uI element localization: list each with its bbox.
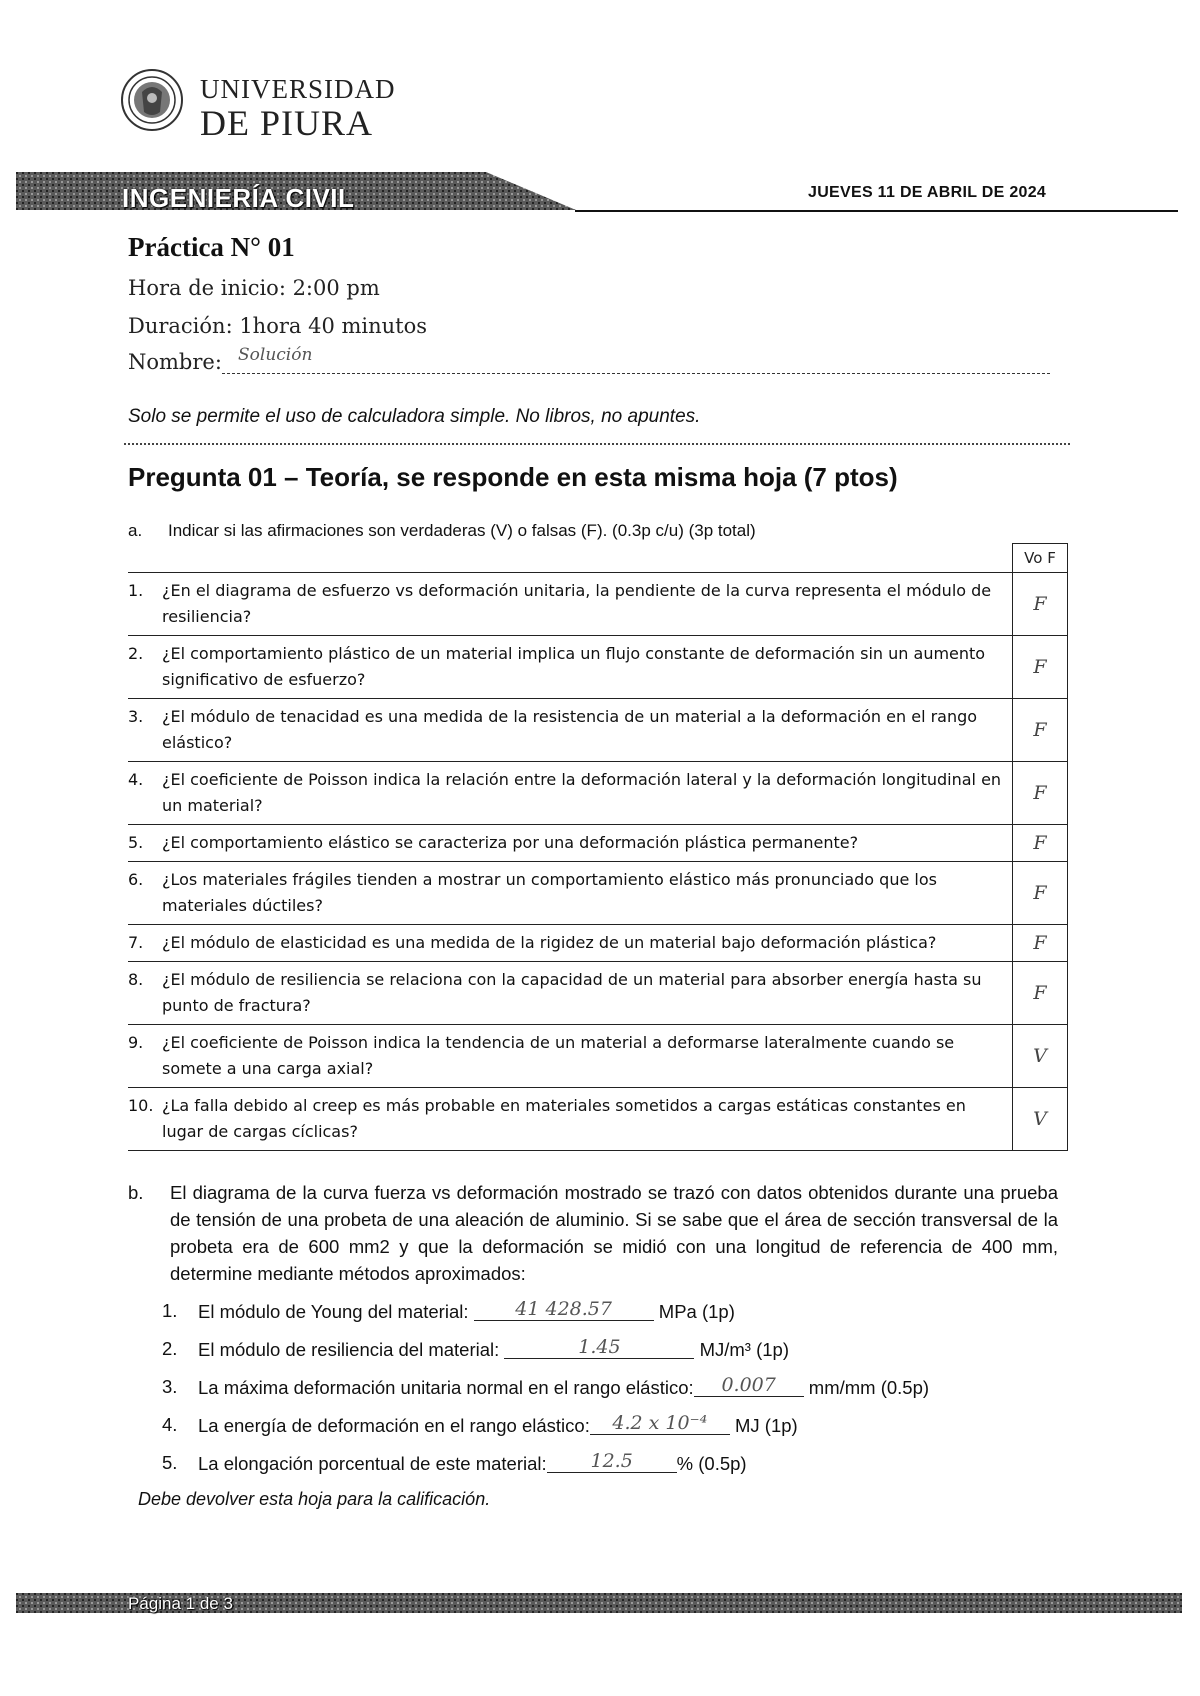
page-number: Página 1 de 3 <box>128 1594 233 1613</box>
item-unit: MJ (1p) <box>734 1415 798 1436</box>
answer-cell[interactable]: F <box>1013 636 1068 699</box>
answer-blank[interactable]: 0.007 <box>694 1374 804 1397</box>
name-field-line <box>222 373 1050 374</box>
list-item: 3. La máxima deformación unitaria normal en el rango elástico: 0.007 mm/mm (0.5p) <box>162 1374 930 1398</box>
answer-blank[interactable]: 1.45 <box>504 1336 694 1359</box>
duration: Duración: 1hora 40 minutos <box>128 314 428 338</box>
name-label: Nombre: <box>128 350 222 374</box>
table-row: 2. ¿El comportamiento plástico de un material implica un flujo constante de deformación sin un aumento significativo de esfuerzo? F <box>128 636 1068 699</box>
university-name-line2: DE PIURA <box>200 103 374 143</box>
item-unit: mm/mm (0.5p) <box>808 1377 930 1398</box>
faculty-banner-label: INGENIERÍA CIVIL <box>122 183 355 213</box>
true-false-table <box>128 543 1068 1151</box>
part-b-text: El diagrama de la curva fuerza vs deformación mostrado se trazó con datos obtenidos durante una prueba de tensión de una probeta de una aleación de aluminio. Si se sabe que el área de sección transversal de la probeta era de 600 mm2 y que la deformación se midió con una longitud de referencia de 400 mm, determine mediante métodos aproximados: <box>170 1182 1058 1284</box>
table-row: 7. ¿El módulo de elasticidad es una medida de la rigidez de un material bajo deformación plástica? F <box>128 925 1068 962</box>
table-row: 6. ¿Los materiales frágiles tienden a mostrar un comportamiento elástico más pronunciado que los materiales dúctiles? F <box>128 862 1068 925</box>
list-item: 2. El módulo de resiliencia del material: 1.45 MJ/m³ (1p) <box>162 1336 789 1360</box>
answer-cell[interactable]: F <box>1013 925 1068 962</box>
statement-text: ¿El módulo de elasticidad es una medida de la rigidez de un material bajo deformación plástica? <box>162 925 1013 962</box>
statement-text: ¿El comportamiento elástico se caracteriza por una deformación plástica permanente? <box>162 825 1013 862</box>
name-handwritten: Solución <box>238 345 313 365</box>
part-a-text: Indicar si las afirmaciones son verdaderas (V) o falsas (F). (0.3p c/u) (3p total) <box>168 521 756 540</box>
university-logo <box>120 56 500 156</box>
statement-text: ¿La falla debido al creep es más probable en materiales sometidos a cargas estáticas constantes en lugar de cargas cíclicas? <box>162 1088 1013 1151</box>
list-item: 4. La energía de deformación en el rango elástico: 4.2 x 10⁻⁴ MJ (1p) <box>162 1412 798 1436</box>
statement-text: ¿En el diagrama de esfuerzo vs deformación unitaria, la pendiente de la curva representa el módulo de resiliencia? <box>162 573 1013 636</box>
answer-cell[interactable]: F <box>1013 962 1068 1025</box>
part-a-instruction <box>128 521 756 541</box>
statement-text: ¿Los materiales frágiles tienden a mostrar un comportamiento elástico más pronunciado que los materiales dúctiles? <box>162 862 1013 925</box>
answer-cell[interactable]: F <box>1013 825 1068 862</box>
item-prompt: La máxima deformación unitaria normal en el rango elástico: <box>198 1377 694 1398</box>
v-or-f-column-header: Vo F <box>1013 544 1068 573</box>
return-sheet-note: Debe devolver esta hoja para la calificación. <box>138 1489 491 1509</box>
answer-cell[interactable]: V <box>1013 1025 1068 1088</box>
item-prompt: El módulo de Young del material: <box>198 1301 469 1322</box>
item-prompt: El módulo de resiliencia del material: <box>198 1339 500 1360</box>
start-time: Hora de inicio: 2:00 pm <box>128 276 380 300</box>
exam-date: JUEVES 11 DE ABRIL DE 2024 <box>808 184 1047 201</box>
table-row: 10. ¿La falla debido al creep es más probable en materiales sometidos a cargas estáticas constantes en lugar de cargas cíclicas? V <box>128 1088 1068 1151</box>
answer-cell[interactable]: F <box>1013 862 1068 925</box>
statement-text: ¿El coeficiente de Poisson indica la tendencia de un material a deformarse lateralmente cuando se somete a una carga axial? <box>162 1025 1013 1088</box>
part-b-instruction <box>128 1179 1058 1287</box>
university-name-line1: UNIVERSIDAD <box>200 74 396 104</box>
list-item: 5. La elongación porcentual de este material: 12.5 % (0.5p) <box>162 1450 747 1474</box>
item-unit: MJ/m³ (1p) <box>699 1339 789 1360</box>
table-row: 8. ¿El módulo de resiliencia se relaciona con la capacidad de un material para absorber energía hasta su punto de fractura? F <box>128 962 1068 1025</box>
table-row: 9. ¿El coeficiente de Poisson indica la tendencia de un material a deformarse lateralmente cuando se somete a una carga axial? V <box>128 1025 1068 1088</box>
section-divider <box>124 443 1070 445</box>
answer-blank[interactable]: 41 428.57 <box>474 1298 654 1321</box>
answer-cell[interactable]: F <box>1013 762 1068 825</box>
item-unit: MPa (1p) <box>658 1301 735 1322</box>
part-b-label: b. <box>128 1182 144 1203</box>
answer-cell[interactable]: F <box>1013 573 1068 636</box>
question-title: Pregunta 01 – Teoría, se responde en esta misma hoja (7 ptos) <box>128 462 898 492</box>
item-prompt: La elongación porcentual de este material: <box>198 1453 547 1474</box>
item-prompt: La energía de deformación en el rango elástico: <box>198 1415 590 1436</box>
statement-text: ¿El coeficiente de Poisson indica la relación entre la deformación lateral y la deformación longitudinal en un material? <box>162 762 1013 825</box>
table-row: 5. ¿El comportamiento elástico se caracteriza por una deformación plástica permanente? F <box>128 825 1068 862</box>
university-seal-icon <box>120 56 184 144</box>
practice-title: Práctica N° 01 <box>128 232 295 262</box>
answer-cell[interactable]: V <box>1013 1088 1068 1151</box>
header-divider <box>575 210 1178 212</box>
table-row: 3. ¿El módulo de tenacidad es una medida de la resistencia de un material a la deformación en el rango elástico? F <box>128 699 1068 762</box>
exam-rules-note: Solo se permite el uso de calculadora simple. No libros, no apuntes. <box>128 406 701 427</box>
answer-cell[interactable]: F <box>1013 699 1068 762</box>
list-item: 1. El módulo de Young del material: 41 428.57 MPa (1p) <box>162 1298 735 1322</box>
statement-text: ¿El módulo de tenacidad es una medida de la resistencia de un material a la deformación en el rango elástico? <box>162 699 1013 762</box>
item-unit: % (0.5p) <box>676 1453 747 1474</box>
table-row: 1. ¿En el diagrama de esfuerzo vs deformación unitaria, la pendiente de la curva representa el módulo de resiliencia? F <box>128 573 1068 636</box>
answer-blank[interactable]: 4.2 x 10⁻⁴ <box>590 1412 730 1435</box>
statement-text: ¿El módulo de resiliencia se relaciona con la capacidad de un material para absorber energía hasta su punto de fractura? <box>162 962 1013 1025</box>
answer-blank[interactable]: 12.5 <box>547 1450 677 1473</box>
table-row: 4. ¿El coeficiente de Poisson indica la relación entre la deformación lateral y la deformación longitudinal en un material? F <box>128 762 1068 825</box>
statement-text: ¿El comportamiento plástico de un material implica un flujo constante de deformación sin un aumento significativo de esfuerzo? <box>162 636 1013 699</box>
part-b-items <box>162 1292 1062 1482</box>
part-a-label: a. <box>128 521 143 540</box>
